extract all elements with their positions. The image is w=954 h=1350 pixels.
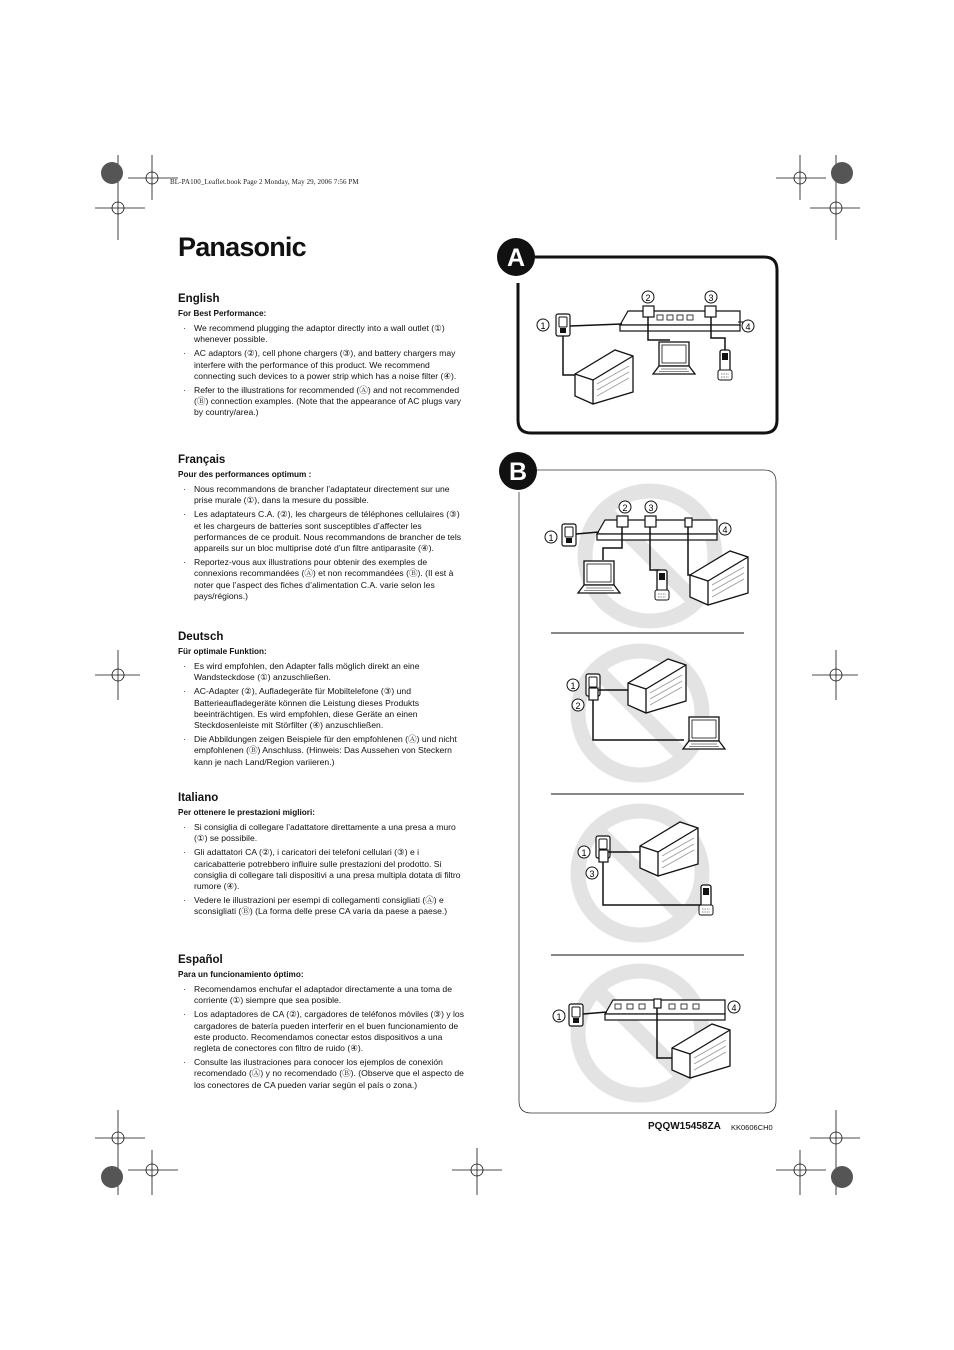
section-subtitle: Für optimale Funktion: (178, 647, 267, 656)
list-item: · Recomendamos enchufar el adaptador directamente a una toma de corriente (①) siempre que sea posible. (178, 984, 468, 1006)
list-item: · Refer to the illustrations for recommended (Ⓐ) and not recommended (Ⓑ) connection examples. (Note that the appearance of AC plugs vary by country/area.) (178, 385, 468, 419)
list-item: · Los adaptadores de CA (②), cargadores de teléfonos móviles (③) y los cargadores de batería pueden interferir en el buen funcionamiento de este producto. Recomendamos conectar estos dispositivos a una regleta de conectores con filtro de ruido (④). (178, 1009, 468, 1054)
section-subtitle: Per ottenere le prestazioni migliori: (178, 808, 315, 817)
panel-a-recommended (497, 238, 777, 433)
section-title: English (178, 293, 220, 305)
section-title: Español (178, 954, 223, 966)
callout-4: 4 (745, 322, 751, 332)
list-item: · Gli adattatori CA (②), i caricatori dei telefoni cellulari (③) e i caricabatterie potrebbero influire sulle prestazioni del prodotto. Si consiglia di collegare tali dispositivi a una presa multipla dotata di filtro rumore (④). (178, 847, 468, 892)
callout-1: 1 (581, 848, 587, 858)
list-item: · Reportez-vous aux illustrations pour obtenir des exemples de connexions recommandées (Ⓐ) et non recommandées (Ⓑ). (Il est à noter que l’aspect des fiches d’alimentation C.A. varie selon les pays/régions.) (178, 557, 468, 602)
callout-1: 1 (556, 1012, 562, 1022)
callout-1: 1 (548, 533, 554, 543)
document-subcode: KK0606CH0 (731, 1123, 773, 1132)
list-item: · Consulte las ilustraciones para conocer los ejemplos de conexión recomendado (Ⓐ) y no recomendado (Ⓑ). (Observe que el aspecto de los conectores de CA pueden variar según el país o zona.) (178, 1057, 468, 1091)
callout-3: 3 (589, 869, 595, 879)
list-item: · AC-Adapter (②), Aufladegeräte für Mobiltelefone (③) und Batterieaufladegeräte können die Leistung dieses Produkts beeinträchtigen. Es wird empfohlen, diese Geräte an einen Steckdosenleiste mit Störfilter (④) anzuschließen. (178, 686, 468, 731)
list-item: · Si consiglia di collegare l’adattatore direttamente a una presa a muro (①) se possibile. (178, 822, 468, 844)
section-subtitle: Pour des performances optimum : (178, 470, 312, 479)
callout-3: 3 (648, 503, 654, 513)
callout-3: 3 (708, 293, 714, 303)
list-item: · Vedere le illustrazioni per esempi di collegamenti consigliati (Ⓐ) e sconsigliati (Ⓑ) (La forma delle prese CA varia da paese a paese.) (178, 895, 468, 917)
callout-4: 4 (722, 525, 728, 535)
list-item: · We recommend plugging the adaptor directly into a wall outlet (①) whenever possible. (178, 323, 468, 345)
callout-1: 1 (540, 321, 546, 331)
section-title: Français (178, 454, 226, 466)
section-subtitle: Para un funcionamiento óptimo: (178, 970, 304, 979)
callout-4: 4 (731, 1003, 737, 1013)
document-code: PQQW15458ZA (648, 1121, 721, 1132)
callout-2: 2 (622, 503, 628, 513)
callout-2: 2 (575, 701, 581, 711)
panel-b-not-recommended (499, 452, 776, 1113)
list-item: · AC adaptors (②), cell phone chargers (③), and battery chargers may interfere with the performance of this product. We recommend connecting such devices to a power strip which has a noise filter (④). (178, 348, 468, 382)
panel-a-label: A (506, 244, 526, 272)
callout-1: 1 (570, 681, 576, 691)
section-title: Deutsch (178, 631, 224, 643)
list-item: · Die Abbildungen zeigen Beispiele für den empfohlenen (Ⓐ) und nicht empfohlenen (Ⓑ) Anschluss. (Hinweis: Das Aussehen von Steckern kann je nach Land/Region variieren.) (178, 734, 468, 768)
section-title: Italiano (178, 792, 219, 804)
print-slug: BL-PA100_Leaflet.book Page 2 Monday, May 29, 2006 7:56 PM (170, 178, 359, 186)
callout-2: 2 (645, 293, 651, 303)
list-item: · Nous recommandons de brancher l’adaptateur directement sur une prise murale (①), dans la mesure du possible. (178, 484, 468, 506)
brand-logo: Panasonic (178, 232, 306, 262)
list-item: · Les adaptateurs C.A. (②), les chargeurs de téléphones cellulaires (③) et les chargeurs de batteries sont susceptibles d’affecter les performances de ce produit. Nous recommandons de brancher de tels appareils sur un bloc multiprise doté d’un filtre antiparasite (④). (178, 509, 468, 554)
section-subtitle: For Best Performance: (178, 309, 267, 318)
list-item: · Es wird empfohlen, den Adapter falls möglich direkt an eine Wandsteckdose (①) anzuschließen. (178, 661, 468, 683)
panel-b-label: B (508, 458, 528, 486)
